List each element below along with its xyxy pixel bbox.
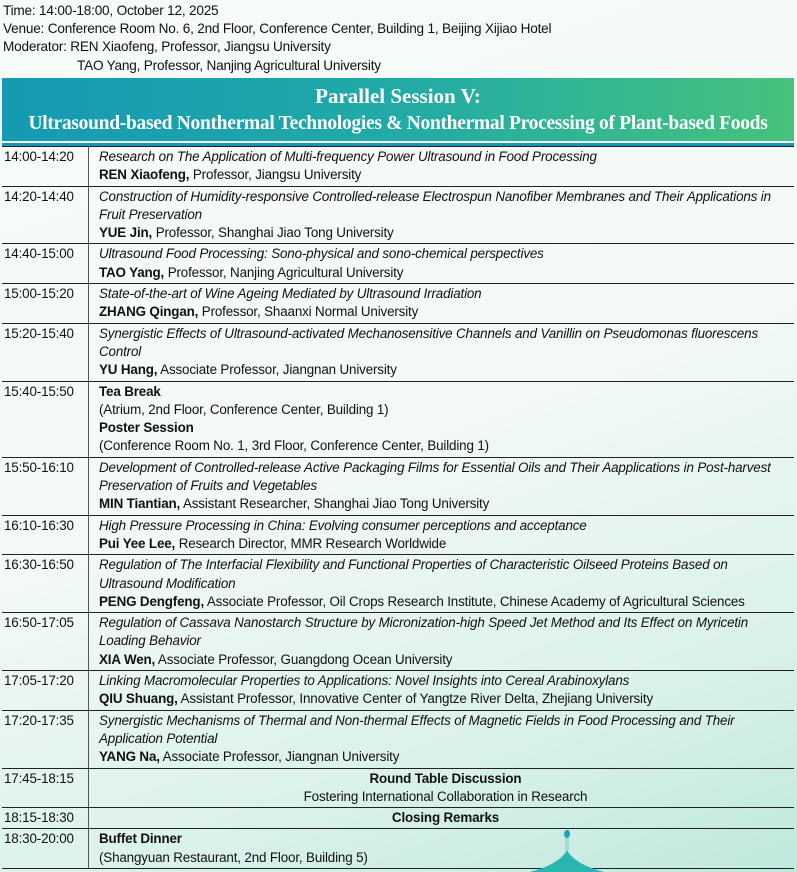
moderator-1: Moderator: REN Xiaofeng, Professor, Jiangsu University — [3, 39, 331, 55]
table-row-talk — [2, 284, 794, 324]
talk-title: Synergistic Effects of Ultrasound-activated Mechanosensitive Channels and Vanillin on Pseudomonas fluorescens Control — [99, 325, 759, 359]
talk-time: 15:00-15:20 — [2, 284, 89, 324]
tea-location: (Atrium, 2nd Floor, Conference Center, Building 1) — [99, 401, 389, 417]
speaker-name: QIU Shuang, — [99, 691, 178, 707]
closing-title: Closing Remarks — [89, 808, 795, 829]
talk-time: 17:05-17:20 — [2, 671, 89, 711]
roundtable-subtitle: Fostering International Collaboration in Research — [303, 788, 588, 804]
speaker — [99, 535, 792, 553]
speaker — [99, 690, 792, 708]
speaker-affiliation: Associate Professor, Jiangnan University — [157, 362, 397, 378]
talk-time: 17:20-17:35 — [2, 710, 89, 768]
session-banner — [2, 78, 794, 141]
talk-time: 16:50-17:05 — [2, 613, 89, 671]
table-row-talk — [2, 710, 794, 768]
speaker-name: YUE Jin, — [99, 225, 153, 241]
table-row-talk — [2, 147, 794, 187]
table-row-talk — [2, 515, 794, 555]
speaker-affiliation: Associate Professor, Oil Crops Research Institute, Chinese Academy of Agricultural Sciences — [204, 593, 745, 609]
speaker — [99, 303, 792, 321]
schedule-table — [2, 146, 794, 869]
speaker-name: TAO Yang, — [99, 264, 165, 280]
talk-title: Regulation of The Interfacial Flexibility and Functional Properties of Characteristic Oilseed Proteins Based on Ultrasound Modification — [99, 557, 728, 591]
talk-title: State-of-the-art of Wine Ageing Mediated by Ultrasound Irradiation — [99, 286, 482, 302]
table-row-talk — [2, 671, 794, 711]
speaker — [99, 264, 792, 282]
talk-title: Construction of Humidity-responsive Controlled-release Electrospun Nanofiber Membranes and Their Applications in Fruit Preservation — [99, 188, 771, 222]
poster-location: (Conference Room No. 1, 3rd Floor, Conference Center, Building 1) — [99, 438, 489, 454]
session-title: Parallel Session V: — [315, 84, 481, 108]
speaker-affiliation: Professor, Shanghai Jiao Tong University — [152, 225, 394, 241]
talk-time: 14:20-14:40 — [2, 186, 89, 244]
table-row-talk — [2, 186, 794, 244]
talk-time: 16:30-16:50 — [2, 555, 89, 613]
roundtable-title: Round Table Discussion — [369, 770, 522, 786]
dinner-location: (Shangyuan Restaurant, 2nd Floor, Building 5) — [99, 849, 368, 865]
speaker — [99, 361, 792, 379]
speaker-affiliation: Associate Professor, Jiangnan University — [159, 749, 400, 765]
speaker — [99, 651, 792, 669]
talk-title: Research on The Application of Multi-frequency Power Ultrasound in Food Processing — [99, 149, 597, 164]
talk-time: 15:20-15:40 — [2, 323, 89, 381]
poster-session: Poster Session — [99, 420, 194, 436]
table-row-talk — [2, 555, 794, 613]
table-row-talk — [2, 457, 794, 515]
session-time: Time: 14:00-18:00, October 12, 2025 — [3, 3, 219, 18]
speaker-name: Pui Yee Lee, — [99, 535, 176, 551]
session-info — [3, 2, 551, 75]
table-row-talk — [2, 613, 794, 671]
speaker-name: REN Xiaofeng, — [99, 167, 190, 183]
tea-break: Tea Break — [99, 383, 161, 399]
speaker-affiliation: Assistant Professor, Innovative Center of Yangtze River Delta, Zhejiang University — [177, 691, 654, 707]
talk-title: Synergistic Mechanisms of Thermal and Non-thermal Effects of Magnetic Fields in Food Processing and Their Application Potential — [99, 712, 735, 746]
table-row-closing: 18:15-18:30 Closing Remarks — [2, 808, 794, 829]
talk-title: Linking Macromolecular Properties to Applications: Novel Insights into Cereal Arabinoxylans — [99, 673, 630, 689]
speaker-affiliation: Research Director, MMR Research Worldwide — [175, 535, 447, 551]
speaker — [99, 224, 792, 242]
speaker-name: MIN Tiantian, — [99, 496, 181, 512]
table-row-roundtable: 17:45-18:15 Round Table Discussion Fostering International Collaboration in Research — [2, 768, 794, 808]
talk-time: 14:00-14:20 — [2, 147, 89, 187]
talk-title: Regulation of Cassava Nanostarch Structure by Micronization-high Speed Jet Method and Its Effect on Myricetin Loading Behavior — [99, 615, 749, 649]
speaker-affiliation: Assistant Researcher, Shanghai Jiao Tong University — [180, 496, 490, 512]
table-row-dinner: 18:30-20:00 Buffet Dinner (Shangyuan Restaurant, 2nd Floor, Building 5) — [2, 829, 794, 869]
talk-time: 15:50-16:10 — [2, 457, 89, 515]
speaker-affiliation: Associate Professor, Guangdong Ocean University — [155, 651, 453, 667]
speaker-name: XIA Wen, — [99, 651, 156, 667]
speaker-name: YANG Na, — [99, 749, 160, 765]
speaker-affiliation: Professor, Jiangsu University — [189, 167, 362, 183]
speaker-name: YU Hang, — [99, 362, 158, 378]
moderator-2: TAO Yang, Professor, Nanjing Agricultural University — [77, 57, 381, 73]
speaker-name: ZHANG Qingan, — [99, 304, 199, 320]
table-row-talk — [2, 323, 794, 381]
talk-title: High Pressure Processing in China: Evolving consumer perceptions and acceptance — [99, 517, 587, 533]
speaker — [99, 495, 792, 513]
speaker — [99, 593, 792, 611]
speaker-affiliation: Professor, Shaanxi Normal University — [198, 304, 419, 320]
talk-time: 16:10-16:30 — [2, 515, 89, 555]
speaker-name: PENG Dengfeng, — [99, 593, 205, 609]
speaker — [99, 748, 792, 766]
pagoda-decoration-icon — [530, 828, 660, 872]
table-row-talk — [2, 244, 794, 284]
speaker-affiliation: Professor, Nanjing Agricultural University — [164, 264, 404, 280]
table-row-break: 15:40-15:50 Tea Break (Atrium, 2nd Floor, Conference Center, Building 1) Poster Session (Conference Room No. 1, 3rd Floor, Conference Center, Building 1) — [2, 381, 794, 457]
talk-title: Development of Controlled-release Active Packaging Films for Essential Oils and Their Aapplications in Post-harvest Preservation of Fruits and Vegetables — [99, 459, 771, 494]
talk-title: Ultrasound Food Processing: Sono-physical and sono-chemical perspectives — [99, 246, 544, 262]
session-subtitle: Ultrasound-based Nonthermal Technologies & Nonthermal Processing of Plant-based Foods — [28, 113, 768, 134]
talk-time: 14:40-15:00 — [2, 244, 89, 284]
dinner-title: Buffet Dinner — [99, 831, 182, 847]
speaker — [99, 166, 792, 184]
session-venue: Venue: Conference Room No. 6, 2nd Floor, Conference Center, Building 1, Beijing Xijiao Hotel — [3, 21, 552, 37]
